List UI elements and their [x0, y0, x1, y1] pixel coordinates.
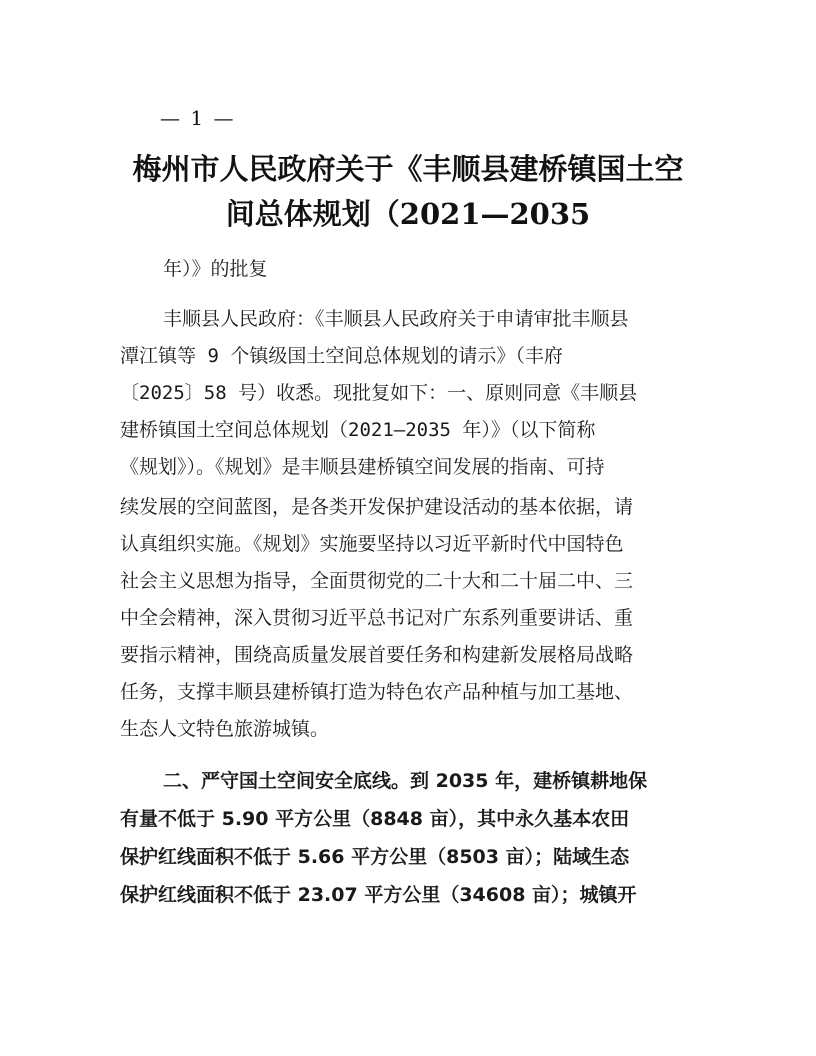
body-line: 社会主义思想为指导，全面贯彻党的二十大和二十届二中、三 [120, 570, 634, 592]
body-line: 中全会精神，深入贯彻习近平总书记对广东系列重要讲话、重 [120, 607, 634, 629]
section-2-line: 保护红线面积不低于 23.07 平方公里（34608 亩）；城镇开 [120, 884, 637, 906]
section-2-line: 有量不低于 5.90 平方公里（8848 亩），其中永久基本农田 [120, 808, 630, 830]
page-number: — 1 — [160, 106, 236, 130]
body-line: 建桥镇国土空间总体规划（2021—2035 年）》（以下简称 [120, 419, 596, 441]
body-line: 《规划》）。《规划》是丰顺县建桥镇空间发展的指南、可持 [120, 456, 605, 478]
document-title-line-1: 梅州市人民政府关于《丰顺县建桥镇国土空 [132, 152, 684, 186]
document-title-line-2: 间总体规划（2021—2035 [225, 197, 591, 231]
section-2-line: 保护红线面积不低于 5.66 平方公里（8503 亩）；陆域生态 [120, 846, 630, 868]
body-line: 任务，支撑丰顺县建桥镇打造为特色农产品种植与加工基地、 [120, 681, 634, 703]
body-line: 〔2025〕58 号）收悉。现批复如下：一、原则同意《丰顺县 [120, 382, 638, 404]
body-line: 续发展的空间蓝图，是各类开发保护建设活动的基本依据，请 [120, 496, 634, 518]
body-line: 要指示精神，围绕高质量发展首要任务和构建新发展格局战略 [120, 644, 634, 666]
body-line: 潭江镇等 9 个镇级国土空间总体规划的请示》（丰府 [120, 345, 563, 367]
body-line: 丰顺县人民政府：《丰顺县人民政府关于申请审批丰顺县 [163, 308, 629, 330]
body-line: 认真组织实施。《规划》实施要坚持以习近平新时代中国特色 [120, 533, 624, 555]
title-continuation: 年）》的批复 [163, 258, 268, 280]
section-2-line: 二、严守国土空间安全底线。到 2035 年，建桥镇耕地保 [163, 770, 648, 792]
body-line: 生态人文特色旅游城镇。 [120, 718, 330, 740]
